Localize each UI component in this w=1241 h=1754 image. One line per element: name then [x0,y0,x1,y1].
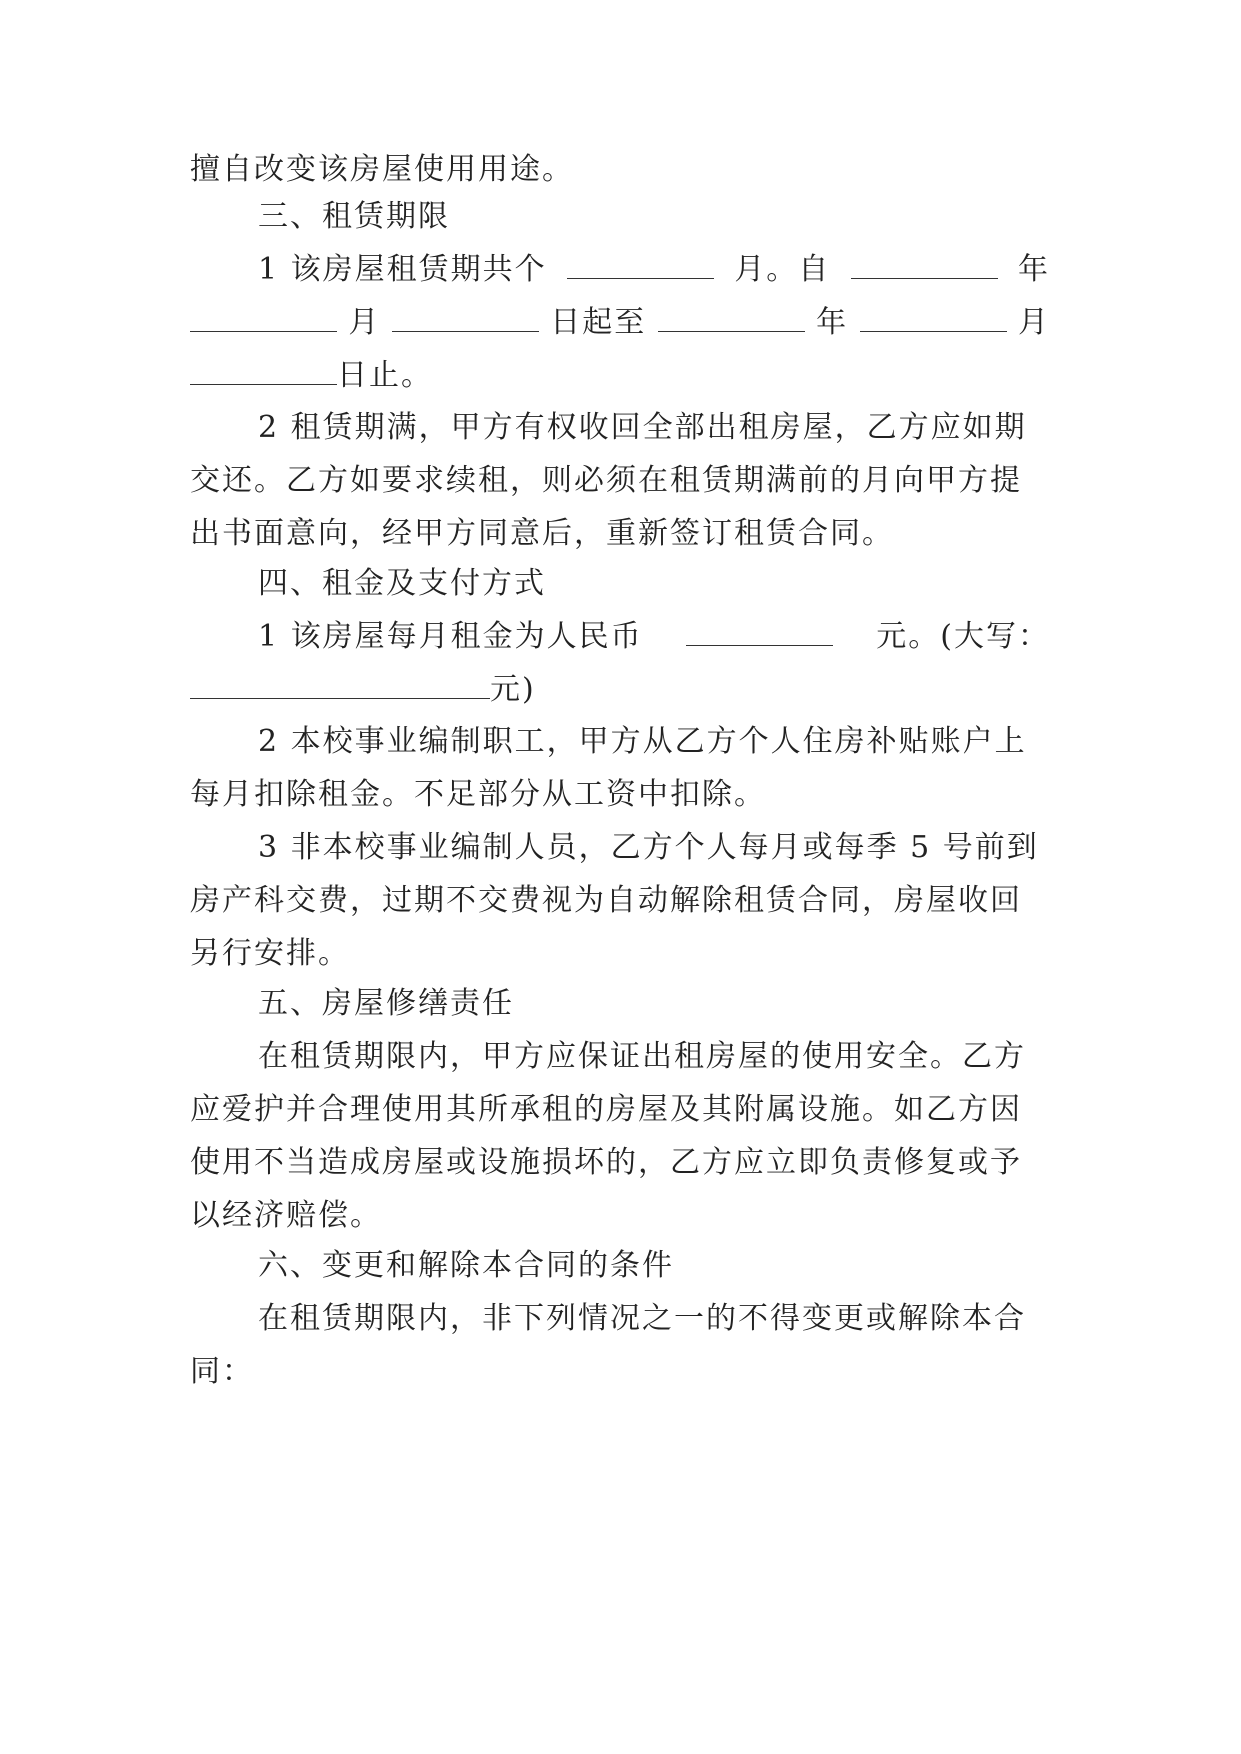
section-heading-repair: 五、房屋修缮责任 [258,986,514,1021]
text-line: 2 本校事业编制职工，甲方从乙方个人住房补贴账户上 [258,724,1027,759]
blank-field[interactable] [190,670,490,699]
text-fragment: 年 [816,305,849,340]
text-fragment: 元) [490,672,536,707]
text-fragment: 日止。 [337,358,433,393]
term-dates-line [190,303,1050,343]
text-line: 2 租赁期满，甲方有权收回全部出租房屋，乙方应如期 [258,410,1027,445]
text-line: 交还。乙方如要求续租，则必须在租赁期满前的月向甲方提 [190,463,1022,498]
term-length-line [258,250,1050,290]
rent-amount-line [258,617,1050,657]
blank-field[interactable] [567,250,714,279]
text-fragment: 元。(大写： [876,619,1050,654]
section-heading-rent: 四、租金及支付方式 [258,566,546,601]
text-line: 使用不当造成房屋或设施损坏的，乙方应立即负责修复或予 [190,1145,1022,1180]
text-line: 以经济赔偿。 [190,1198,382,1233]
text-line: 房产科交费，过期不交费视为自动解除租赁合同，房屋收回 [190,883,1022,918]
text-fragment: 年 [1018,252,1050,287]
text-fragment: 1 该房屋租赁期共个 [258,252,547,287]
blank-field[interactable] [851,250,998,279]
text-line: 在租赁期限内，非下列情况之一的不得变更或解除本合 [258,1301,1026,1336]
text-line: 同： [190,1354,254,1389]
blank-field[interactable] [190,356,337,385]
text-line: 3 非本校事业编制人员，乙方个人每月或每季 5 号前到 [258,830,1039,865]
term-end-line [190,356,1050,396]
section-heading-termination: 六、变更和解除本合同的条件 [258,1248,674,1283]
text-line: 擅自改变该房屋使用用途。 [190,152,574,187]
text-fragment: 月 [348,305,381,340]
text-line: 应爱护并合理使用其所承租的房屋及其附属设施。如乙方因 [190,1092,1022,1127]
text-line: 另行安排。 [190,936,350,971]
blank-field[interactable] [190,303,337,332]
blank-field[interactable] [658,303,805,332]
text-fragment: 月。自 [734,252,831,287]
section-heading-term: 三、租赁期限 [258,199,450,234]
text-line: 出书面意向，经甲方同意后，重新签订租赁合同。 [190,516,894,551]
blank-field[interactable] [686,617,833,646]
text-fragment: 日起至 [550,305,647,340]
text-fragment: 1 该房屋每月租金为人民币 [258,619,643,654]
blank-field[interactable] [392,303,539,332]
text-line: 每月扣除租金。不足部分从工资中扣除。 [190,777,766,812]
text-fragment: 月 [1017,305,1050,340]
rent-words-line [190,670,1050,710]
blank-field[interactable] [860,303,1007,332]
text-line: 在租赁期限内，甲方应保证出租房屋的使用安全。乙方 [258,1039,1026,1074]
